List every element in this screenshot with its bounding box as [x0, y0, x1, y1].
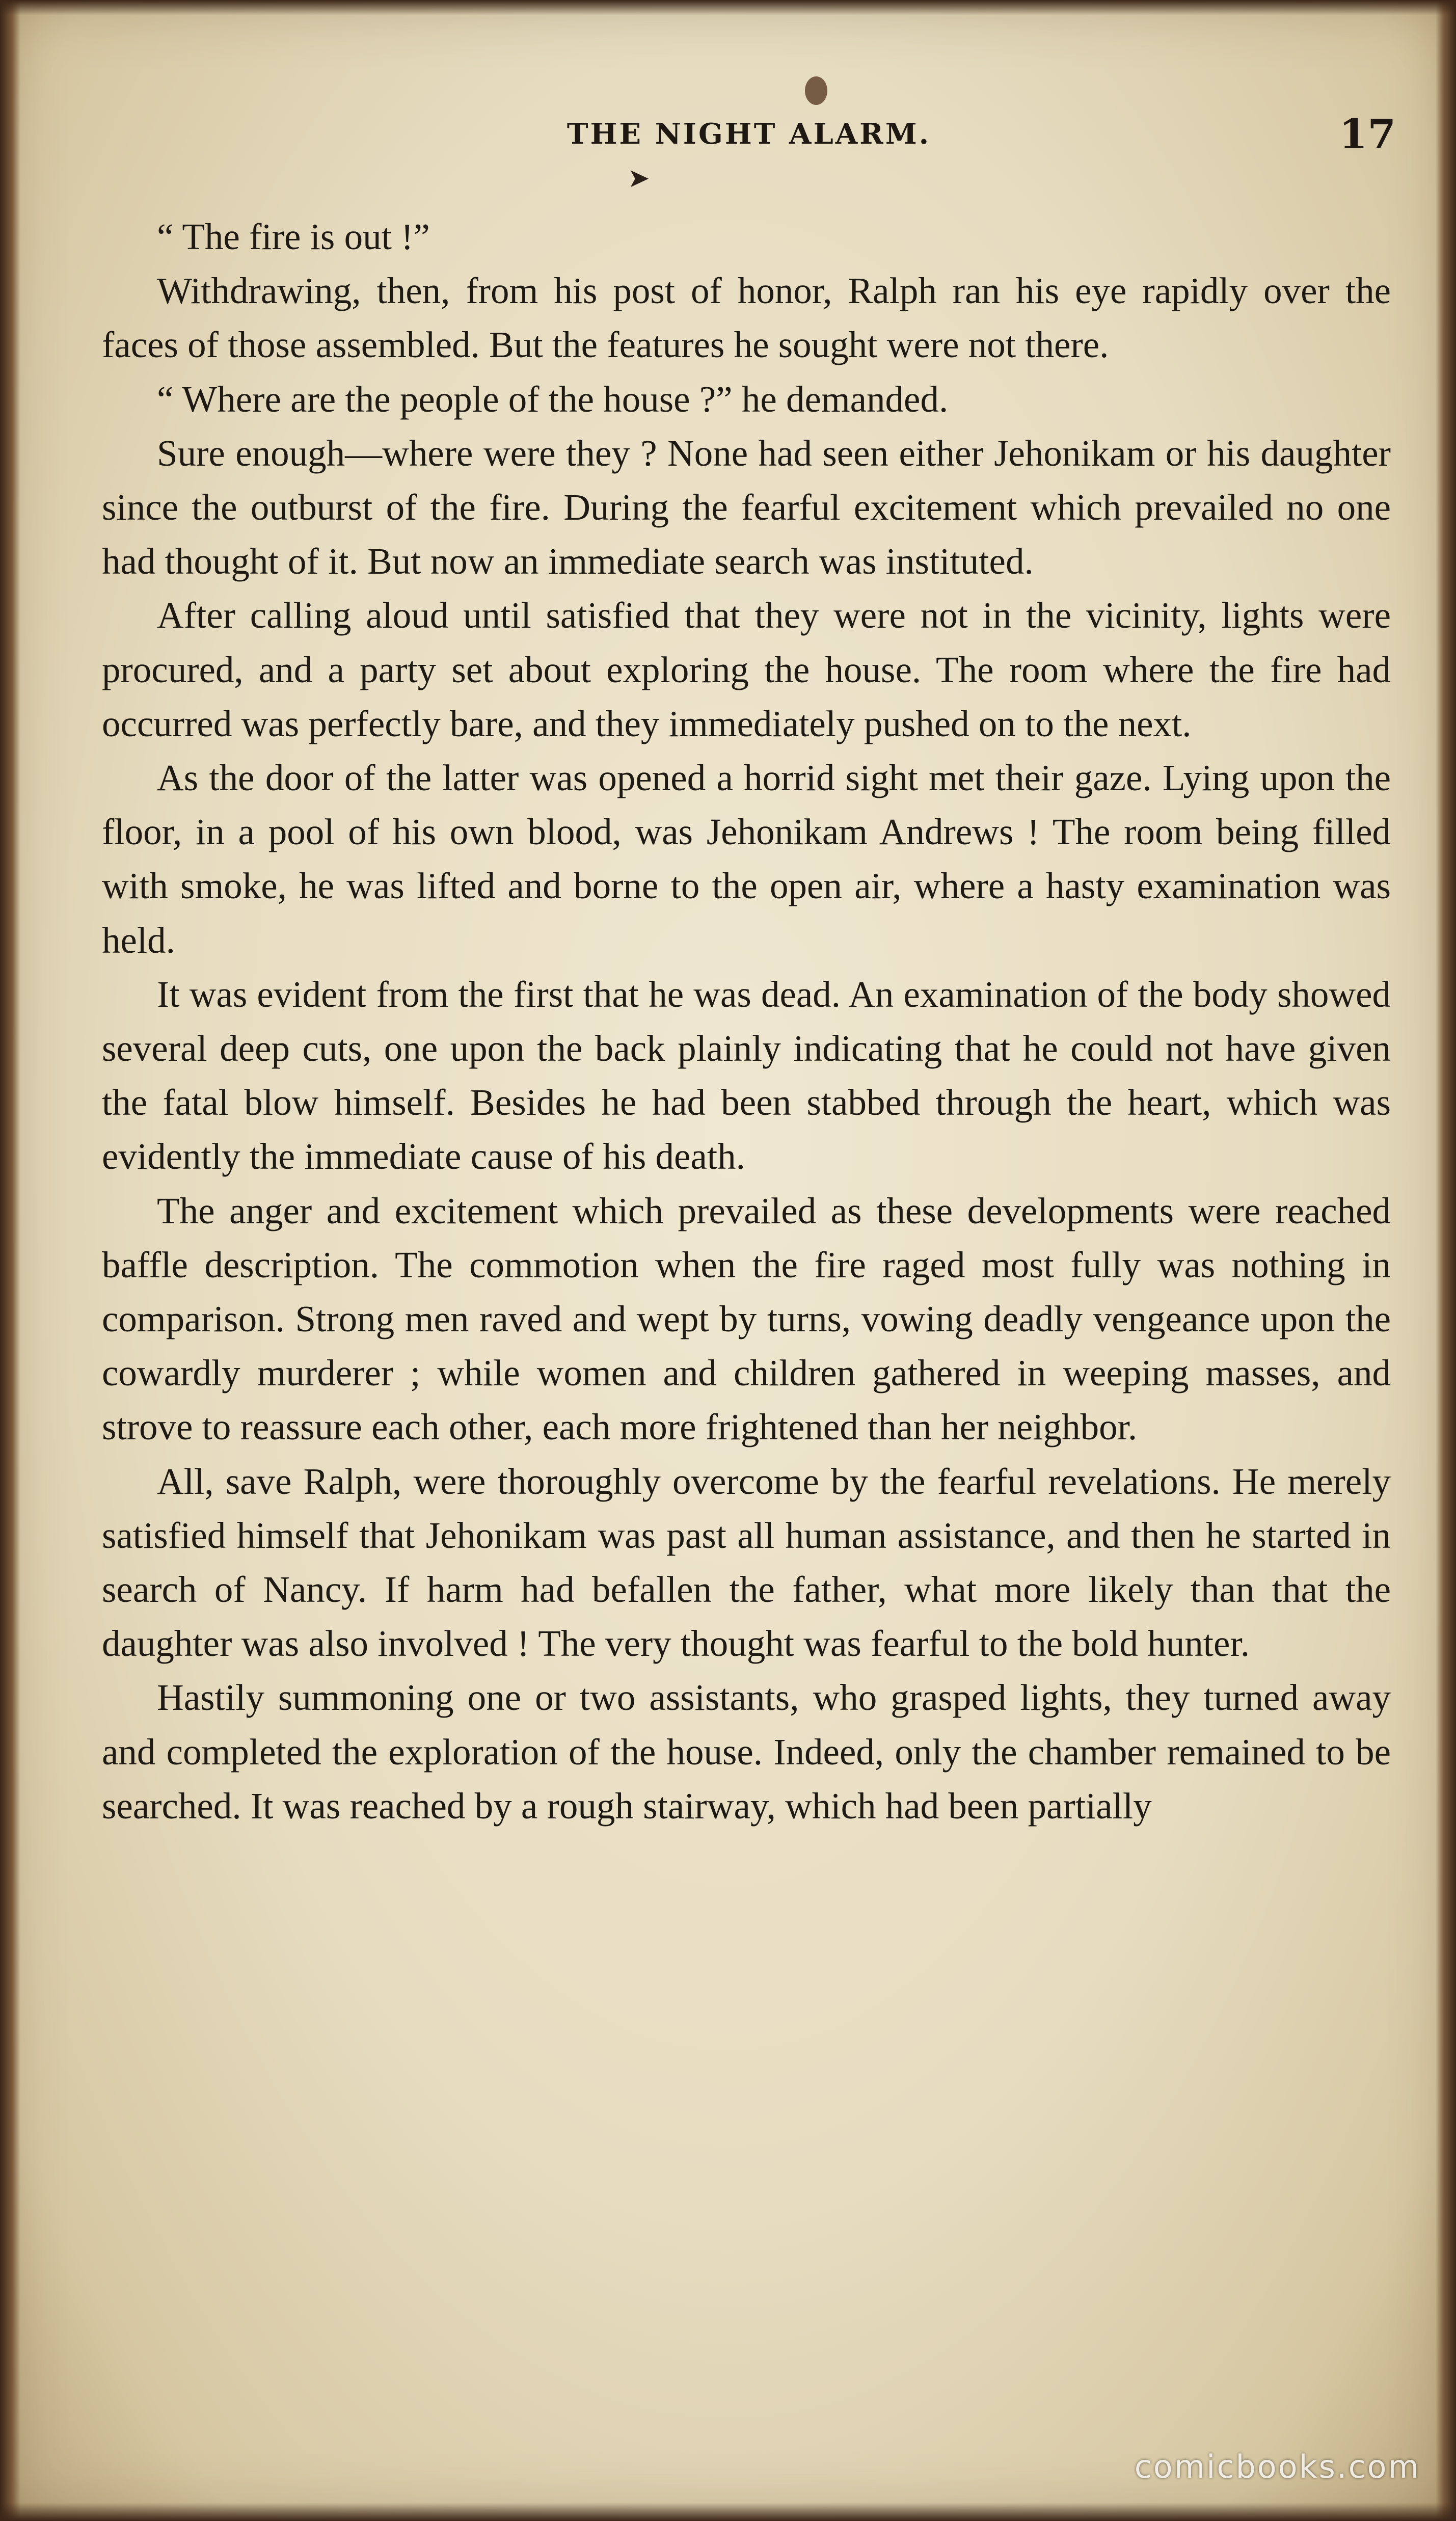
page-edge-top	[0, 0, 1456, 15]
page-edge-bottom	[0, 2503, 1456, 2521]
paragraph: It was evident from the first that he was dead. An examination of the body showed several deep cuts, one upon the back plainly indicating that he could not have given the fatal blow himself. Besides he had been stabbed through the heart, which was evidently the immediate cause of his death.	[102, 973, 1391, 1177]
page-edge-right	[1436, 0, 1456, 2521]
paragraph: Hastily summoning one or two assistants, who grasped lights, they turned away and completed the exploration of the house. Indeed, only the chamber remained to be searched. It was reached by a rough stairway, which had been partially	[102, 1677, 1391, 1827]
ornament-icon: ➤	[628, 163, 650, 194]
paragraph: Sure enough—where were they ? None had seen either Jehonikam or his daughter since the outburst of the fire. During the fearful excitement which prevailed no one had thought of it. But now an immediate search was instituted.	[102, 432, 1391, 582]
paragraph: The anger and excitement which prevailed as these developments were reached baffle description. The commotion when the fire raged most fully was nothing in comparison. Strong men raved and wept by turns, vowing deadly vengeance upon the cowardly murderer ; while women and children gathered in weeping masses, and strove to reassure each other, each more frightened than her neighbor.	[102, 1190, 1391, 1448]
page-number: 17	[1339, 110, 1396, 158]
paragraph: As the door of the latter was opened a horrid sight met their gaze. Lying upon the floor, in a pool of his own blood, was Jehonikam Andrews ! The room being filled with smoke, he was lifted and borne to the open air, where a hasty examination was held.	[102, 757, 1391, 961]
paragraph: Withdrawing, then, from his post of honor, Ralph ran his eye rapidly over the faces of those assembled. But the features he sought were not there.	[102, 270, 1391, 366]
running-title: THE NIGHT ALARM.	[567, 117, 931, 151]
ink-spot	[805, 76, 827, 105]
paragraph: All, save Ralph, were thoroughly overcome by the fearful revelations. He merely satisfied himself that Jehonikam was past all human assistance, and then he started in search of Nancy. If harm had befallen the father, what more likely than that the daughter was also involved ! The very thought was fearful to the bold hunter.	[102, 1460, 1391, 1665]
page-edge-left	[0, 0, 20, 2521]
paragraph: “ The fire is out !”	[157, 216, 430, 257]
paragraph: “ Where are the people of the house ?” he demanded.	[157, 378, 949, 420]
paragraph: After calling aloud until satisfied that they were not in the vicinity, lights were procured, and a party set about exploring the house. The room where the fire had occurred was perfectly bare, and they immediately pushed on to the next.	[102, 595, 1391, 744]
page-header	[102, 112, 1396, 163]
body-text	[102, 210, 1391, 1833]
watermark: comicbooks.com	[1134, 2448, 1420, 2485]
